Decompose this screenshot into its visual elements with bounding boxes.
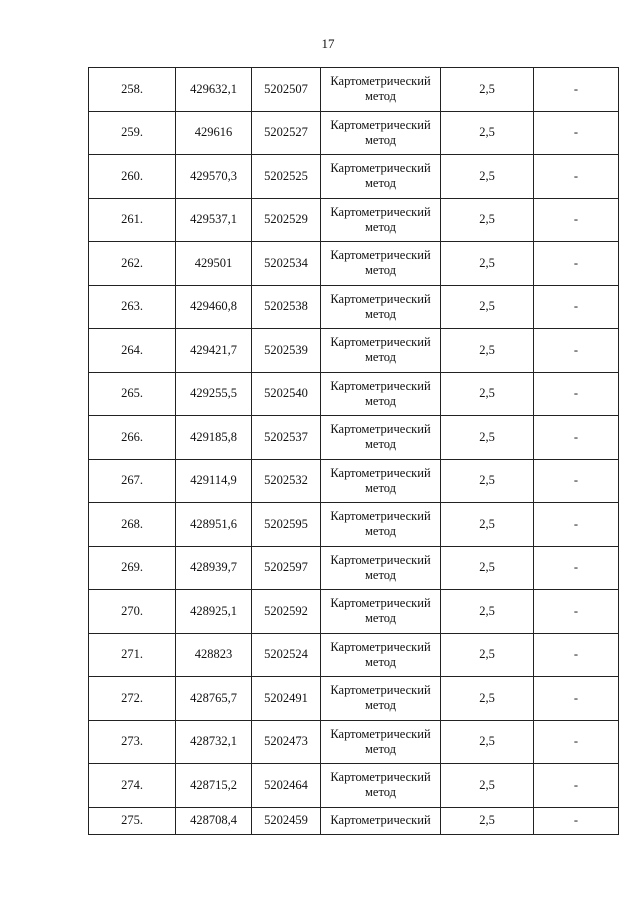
x-coordinate-cell: 428715,2 (176, 764, 252, 808)
accuracy-cell: 2,5 (441, 329, 534, 373)
accuracy-cell: 2,5 (441, 503, 534, 547)
accuracy-cell: 2,5 (441, 807, 534, 834)
y-coordinate-cell: 5202524 (252, 633, 321, 677)
table-row (89, 416, 619, 460)
point-number-cell: 260. (89, 155, 176, 199)
method-cell (321, 633, 441, 677)
accuracy-cell: 2,5 (441, 198, 534, 242)
point-number-cell: 267. (89, 459, 176, 503)
note-cell: - (534, 590, 619, 634)
x-coordinate-cell: 429460,8 (176, 285, 252, 329)
note-cell: - (534, 68, 619, 112)
x-coordinate-cell: 429501 (176, 242, 252, 286)
table-row (89, 764, 619, 808)
x-coordinate-cell: 429537,1 (176, 198, 252, 242)
point-number-cell: 270. (89, 590, 176, 634)
note-cell: - (534, 807, 619, 834)
method-line-1: Картометрический (330, 683, 431, 698)
method-cell (321, 198, 441, 242)
point-number-cell: 271. (89, 633, 176, 677)
note-cell: - (534, 459, 619, 503)
method-line-1: Картометрический (330, 248, 431, 263)
method-line-1: Картометрический (330, 291, 431, 306)
table-row (89, 111, 619, 155)
note-cell: - (534, 633, 619, 677)
x-coordinate-cell: 429421,7 (176, 329, 252, 373)
method-cell (321, 155, 441, 199)
method-cell (321, 459, 441, 503)
method-cell (321, 242, 441, 286)
y-coordinate-cell: 5202595 (252, 503, 321, 547)
table-row (89, 633, 619, 677)
table-row (89, 720, 619, 764)
method-cell (321, 285, 441, 329)
y-coordinate-cell: 5202525 (252, 155, 321, 199)
accuracy-cell: 2,5 (441, 633, 534, 677)
note-cell: - (534, 677, 619, 721)
note-cell: - (534, 198, 619, 242)
point-number-cell: 263. (89, 285, 176, 329)
method-cell (321, 68, 441, 112)
note-cell: - (534, 416, 619, 460)
x-coordinate-cell: 428939,7 (176, 546, 252, 590)
point-number-cell: 258. (89, 68, 176, 112)
method-cell (321, 329, 441, 373)
method-cell (321, 764, 441, 808)
point-number-cell: 273. (89, 720, 176, 764)
method-line-1: Картометрический (330, 335, 431, 350)
method-cell (321, 720, 441, 764)
point-number-cell: 259. (89, 111, 176, 155)
method-line-2: метод (364, 132, 396, 147)
note-cell: - (534, 546, 619, 590)
method-line-1: Картометрический (330, 204, 431, 219)
table-row (89, 807, 619, 834)
x-coordinate-cell: 429114,9 (176, 459, 252, 503)
method-line-1: Картометрический (330, 465, 431, 480)
y-coordinate-cell: 5202491 (252, 677, 321, 721)
y-coordinate-cell: 5202532 (252, 459, 321, 503)
x-coordinate-cell: 429632,1 (176, 68, 252, 112)
x-coordinate-cell: 428951,6 (176, 503, 252, 547)
table-row (89, 155, 619, 199)
table-row (89, 459, 619, 503)
method-cell (321, 677, 441, 721)
method-line-2: метод (364, 524, 396, 539)
method-line-1: Картометрический (330, 161, 431, 176)
accuracy-cell: 2,5 (441, 155, 534, 199)
point-number-cell: 261. (89, 198, 176, 242)
x-coordinate-cell: 428732,1 (176, 720, 252, 764)
table-row (89, 503, 619, 547)
y-coordinate-cell: 5202534 (252, 242, 321, 286)
y-coordinate-cell: 5202538 (252, 285, 321, 329)
method-line-1: Картометрический (330, 378, 431, 393)
accuracy-cell: 2,5 (441, 416, 534, 460)
note-cell: - (534, 155, 619, 199)
point-number-cell: 262. (89, 242, 176, 286)
method-cell (321, 546, 441, 590)
method-line-1: Картометрический (330, 74, 431, 89)
method-cell (321, 503, 441, 547)
method-line-1: Картометрический (330, 509, 431, 524)
point-number-cell: 272. (89, 677, 176, 721)
accuracy-cell: 2,5 (441, 68, 534, 112)
y-coordinate-cell: 5202527 (252, 111, 321, 155)
accuracy-cell: 2,5 (441, 285, 534, 329)
method-line-1: Картометрический (330, 117, 431, 132)
method-line-1: Картометрический (330, 552, 431, 567)
method-line-1: Картометрический (330, 639, 431, 654)
y-coordinate-cell: 5202537 (252, 416, 321, 460)
accuracy-cell: 2,5 (441, 590, 534, 634)
note-cell: - (534, 720, 619, 764)
accuracy-cell: 2,5 (441, 459, 534, 503)
accuracy-cell: 2,5 (441, 242, 534, 286)
method-line-1: Картометрический (330, 726, 431, 741)
method-cell (321, 372, 441, 416)
accuracy-cell: 2,5 (441, 764, 534, 808)
table-row (89, 590, 619, 634)
method-line-2: метод (364, 611, 396, 626)
method-line-2: метод (364, 263, 396, 278)
point-number-cell: 268. (89, 503, 176, 547)
table-row (89, 329, 619, 373)
note-cell: - (534, 285, 619, 329)
y-coordinate-cell: 5202592 (252, 590, 321, 634)
x-coordinate-cell: 428708,4 (176, 807, 252, 834)
method-line-2: метод (364, 437, 396, 452)
method-line-2: метод (364, 785, 396, 800)
accuracy-cell: 2,5 (441, 677, 534, 721)
method-line-2: метод (364, 741, 396, 756)
method-line-2: метод (364, 567, 396, 582)
y-coordinate-cell: 5202529 (252, 198, 321, 242)
method-line-1: Картометрический (330, 770, 431, 785)
table-row (89, 285, 619, 329)
point-number-cell: 269. (89, 546, 176, 590)
note-cell: - (534, 329, 619, 373)
method-line-2: метод (364, 698, 396, 713)
table-row (89, 198, 619, 242)
point-number-cell: 274. (89, 764, 176, 808)
accuracy-cell: 2,5 (441, 111, 534, 155)
x-coordinate-cell: 429185,8 (176, 416, 252, 460)
y-coordinate-cell: 5202464 (252, 764, 321, 808)
x-coordinate-cell: 429570,3 (176, 155, 252, 199)
point-number-cell: 266. (89, 416, 176, 460)
method-line-2: метод (364, 654, 396, 669)
y-coordinate-cell: 5202473 (252, 720, 321, 764)
accuracy-cell: 2,5 (441, 720, 534, 764)
y-coordinate-cell: 5202459 (252, 807, 321, 834)
note-cell: - (534, 764, 619, 808)
table-row (89, 68, 619, 112)
page-number: 17 (321, 36, 335, 51)
table-row (89, 242, 619, 286)
note-cell: - (534, 503, 619, 547)
y-coordinate-cell: 5202597 (252, 546, 321, 590)
method-line-1: Картометрический (330, 813, 431, 827)
method-line-1: Картометрический (330, 596, 431, 611)
table-row (89, 372, 619, 416)
point-number-cell: 275. (89, 807, 176, 834)
method-line-2: метод (364, 89, 396, 104)
coordinates-table (88, 67, 619, 835)
method-cell (321, 590, 441, 634)
x-coordinate-cell: 428925,1 (176, 590, 252, 634)
method-line-2: метод (364, 176, 396, 191)
method-line-2: метод (364, 393, 396, 408)
x-coordinate-cell: 428765,7 (176, 677, 252, 721)
method-line-2: метод (364, 480, 396, 495)
method-cell (321, 416, 441, 460)
method-cell (321, 807, 441, 834)
x-coordinate-cell: 429616 (176, 111, 252, 155)
table-row (89, 677, 619, 721)
x-coordinate-cell: 429255,5 (176, 372, 252, 416)
note-cell: - (534, 111, 619, 155)
x-coordinate-cell: 428823 (176, 633, 252, 677)
y-coordinate-cell: 5202507 (252, 68, 321, 112)
method-line-2: метод (364, 219, 396, 234)
point-number-cell: 265. (89, 372, 176, 416)
method-cell (321, 111, 441, 155)
method-line-2: метод (364, 350, 396, 365)
table-row (89, 546, 619, 590)
y-coordinate-cell: 5202540 (252, 372, 321, 416)
method-line-2: метод (364, 306, 396, 321)
accuracy-cell: 2,5 (441, 372, 534, 416)
note-cell: - (534, 242, 619, 286)
y-coordinate-cell: 5202539 (252, 329, 321, 373)
accuracy-cell: 2,5 (441, 546, 534, 590)
note-cell: - (534, 372, 619, 416)
method-line-1: Картометрический (330, 422, 431, 437)
table-body (89, 68, 619, 835)
point-number-cell: 264. (89, 329, 176, 373)
